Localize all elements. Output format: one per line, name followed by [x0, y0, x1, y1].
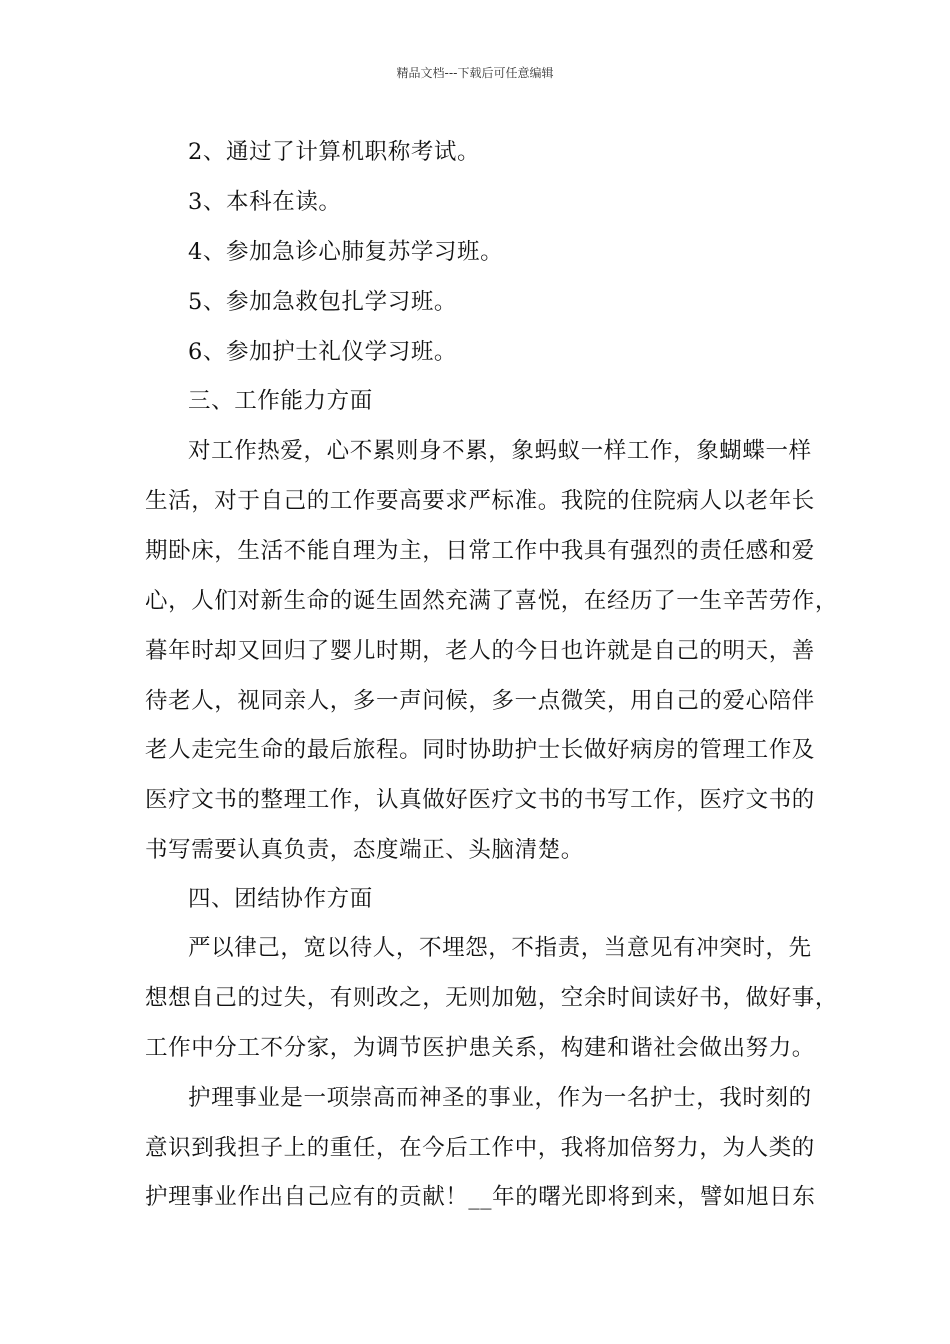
paragraph-line: 工作中分工不分家，为调节医护患关系，构建和谐社会做出努力。 [145, 1035, 815, 1061]
list-item-5: 5、参加急救包扎学习班。 [188, 289, 458, 315]
list-item-3: 3、本科在读。 [188, 189, 342, 215]
paragraph-line: 待老人，视同亲人，多一声问候，多一点微笑，用自己的爱心陪伴 [145, 688, 815, 714]
paragraph-line: 对工作热爱，心不累则身不累，象蚂蚁一样工作，象蝴蝶一样 [188, 438, 812, 464]
paragraph-line: 暮年时却又回归了婴儿时期，老人的今日也许就是自己的明天，善 [145, 638, 815, 664]
paragraph-line: 医疗文书的整理工作，认真做好医疗文书的书写工作，医疗文书的 [145, 787, 815, 813]
paragraph-line: 期卧床，生活不能自理为主，日常工作中我具有强烈的责任感和爱 [145, 538, 815, 564]
paragraph-line: 意识到我担子上的重任，在今后工作中，我将加倍努力，为人类的 [145, 1135, 815, 1161]
paragraph-line: 心，人们对新生命的诞生固然充满了喜悦，在经历了一生辛苦劳作， [145, 588, 839, 614]
section-heading-teamwork: 四、团结协作方面 [188, 886, 373, 912]
paragraph-line: 书写需要认真负责，态度端正、头脑清楚。 [145, 837, 584, 863]
paragraph-line: 想想自己的过失，有则改之，无则加勉，空余时间读好书，做好事， [145, 985, 839, 1011]
page-header: 精品文档---下载后可任意编辑 [396, 66, 554, 80]
paragraph-line: 护理事业是一项崇高而神圣的事业，作为一名护士，我时刻的 [188, 1085, 812, 1111]
paragraph-line: 老人走完生命的最后旅程。同时协助护士长做好病房的管理工作及 [145, 737, 815, 763]
paragraph-line: 护理事业作出自己应有的贡献！__年的曙光即将到来，譬如旭日东 [145, 1184, 816, 1210]
paragraph-line: 严以律己，宽以待人，不埋怨，不指责，当意见有冲突时，先 [188, 935, 812, 961]
list-item-2: 2、通过了计算机职称考试。 [188, 139, 481, 165]
section-heading-work-ability: 三、工作能力方面 [188, 388, 373, 414]
list-item-6: 6、参加护士礼仪学习班。 [188, 339, 458, 365]
list-item-4: 4、参加急诊心肺复苏学习班。 [188, 239, 504, 265]
paragraph-line: 生活，对于自己的工作要高要求严标准。我院的住院病人以老年长 [145, 488, 815, 514]
